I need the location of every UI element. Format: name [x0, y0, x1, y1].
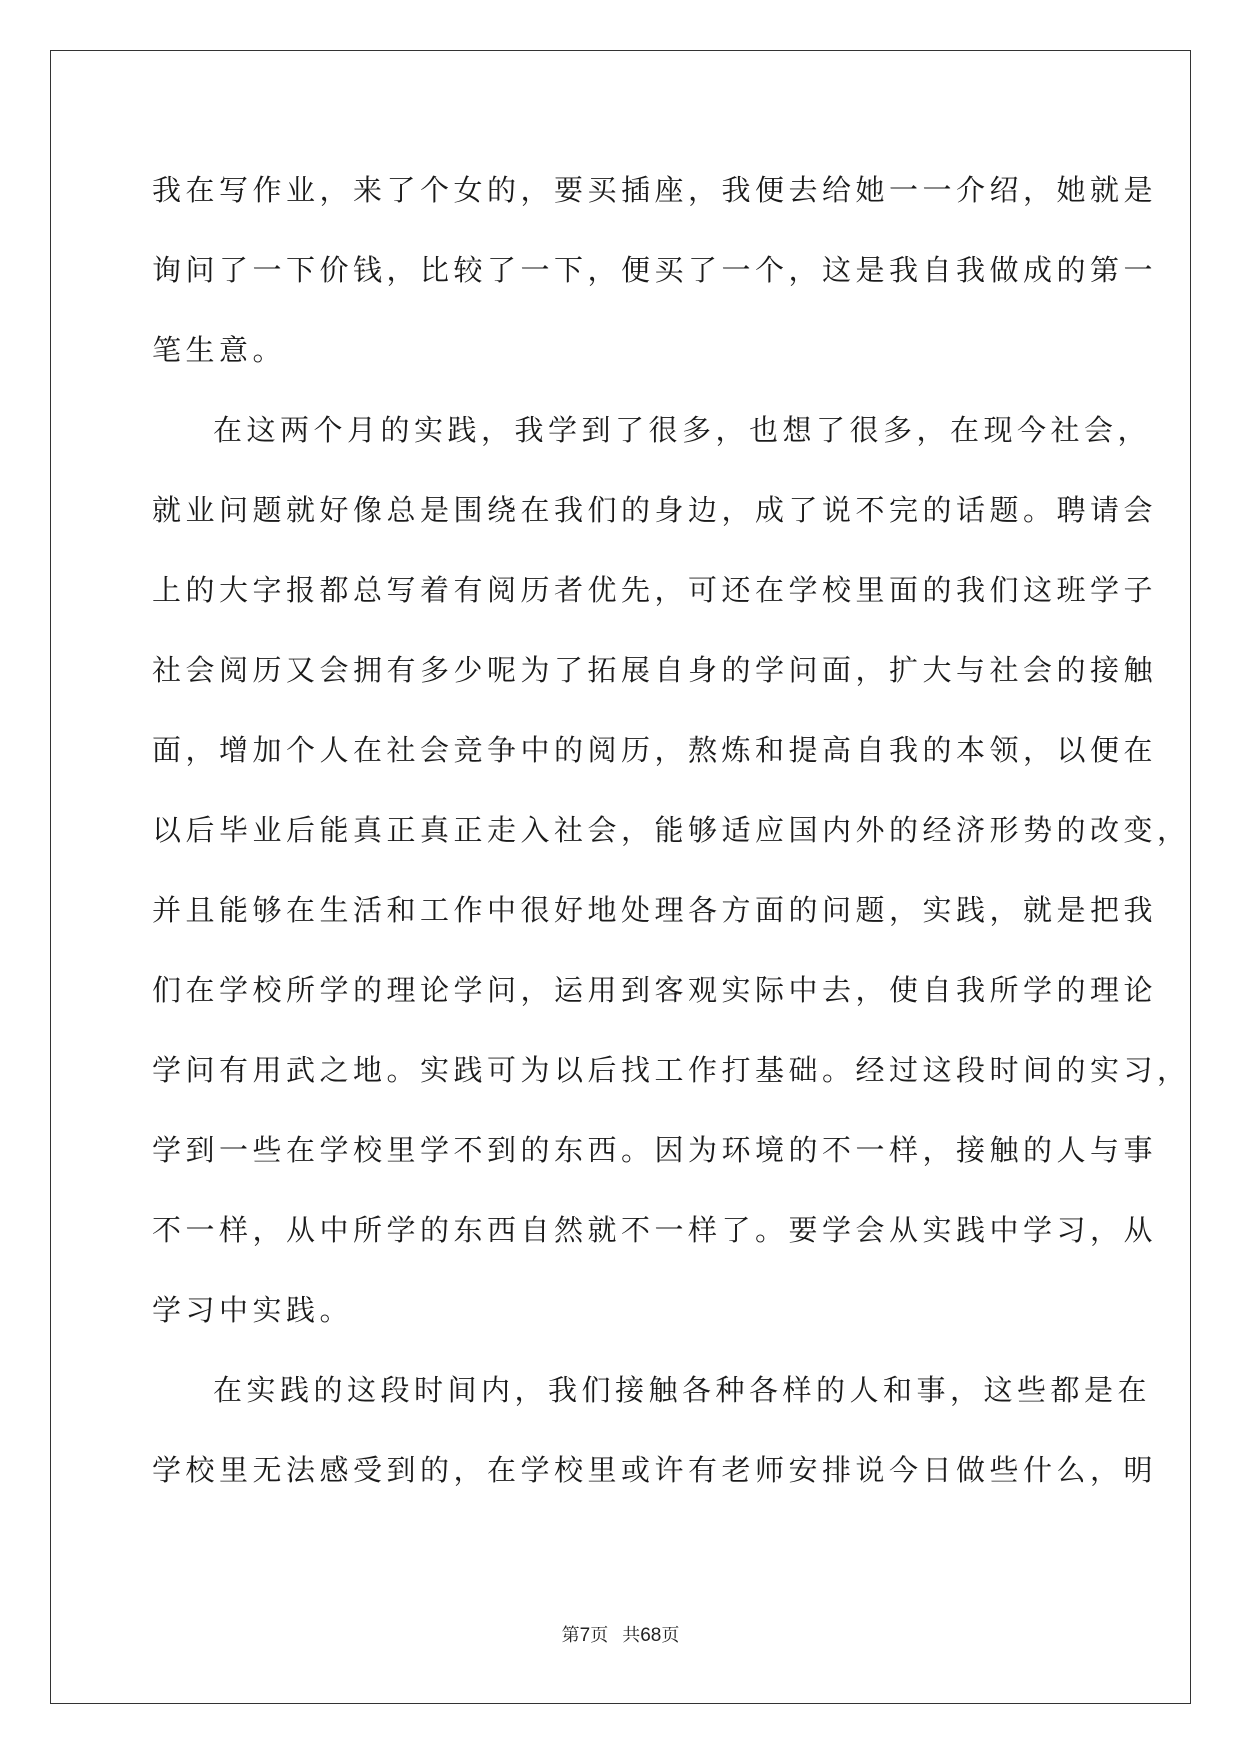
text-line: 学到一些在学校里学不到的东西。因为环境的不一样，接触的人与事 [152, 1133, 1158, 1167]
page-label-prefix: 第 [561, 1625, 580, 1646]
paragraph-start-line: 在这两个月的实践，我学到了很多，也想了很多，在现今社会， [213, 413, 1152, 447]
text-line: 社会阅历又会拥有多少呢为了拓展自身的学问面，扩大与社会的接触 [152, 653, 1158, 687]
text-line: 以后毕业后能真正真正走入社会，能够适应国内外的经济形势的改变， [152, 813, 1191, 847]
text-line: 询问了一下价钱，比较了一下，便买了一个，这是我自我做成的第一 [152, 253, 1158, 287]
text-line: 就业问题就好像总是围绕在我们的身边，成了说不完的话题。聘请会 [152, 493, 1158, 527]
text-line: 学习中实践。 [152, 1293, 354, 1327]
total-label-suffix: 页 [661, 1625, 680, 1646]
page-number: 7 [579, 1625, 591, 1646]
text-line: 面，增加个人在社会竞争中的阅历，熬炼和提高自我的本领，以便在 [152, 733, 1158, 767]
page-footer [0, 1624, 1241, 1648]
text-line: 上的大字报都总写着有阅历者优先，可还在学校里面的我们这班学子 [152, 573, 1158, 607]
text-line: 学问有用武之地。实践可为以后找工作打基础。经过这段时间的实习， [152, 1053, 1191, 1087]
text-line: 并且能够在生活和工作中很好地处理各方面的问题，实践，就是把我 [152, 893, 1158, 927]
text-line: 们在学校所学的理论学问，运用到客观实际中去，使自我所学的理论 [152, 973, 1158, 1007]
total-label-prefix: 共 [622, 1625, 641, 1646]
paragraph-start-line: 在实践的这段时间内，我们接触各种各样的人和事，这些都是在 [213, 1373, 1152, 1407]
text-line: 不一样，从中所学的东西自然就不一样了。要学会从实践中学习，从 [152, 1213, 1158, 1247]
text-line: 我在写作业，来了个女的，要买插座，我便去给她一一介绍，她就是 [152, 173, 1158, 207]
page-total: 68 [640, 1625, 662, 1646]
page-label-suffix: 页 [590, 1625, 609, 1646]
text-line: 笔生意。 [152, 333, 287, 367]
text-line: 学校里无法感受到的，在学校里或许有老师安排说今日做些什么，明 [152, 1453, 1158, 1487]
